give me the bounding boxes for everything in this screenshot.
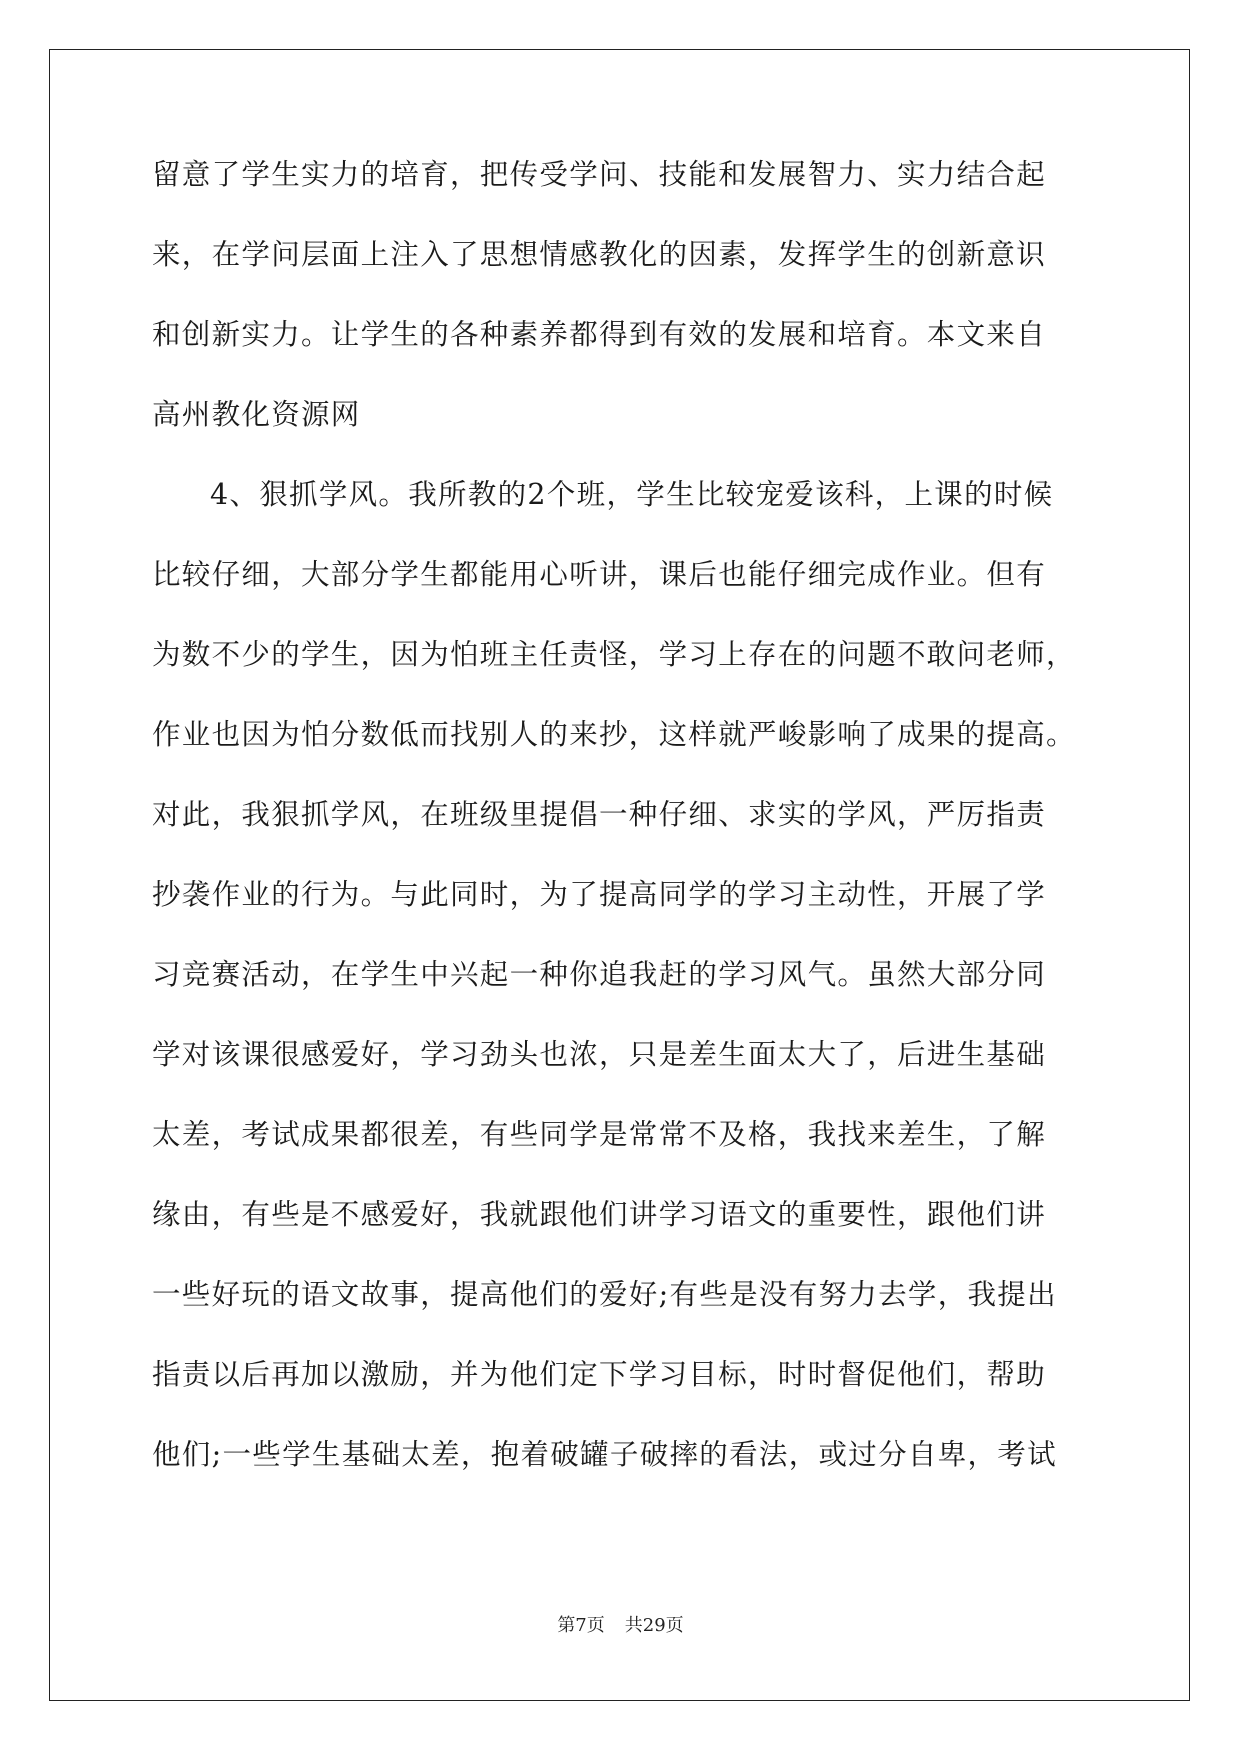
- text-line: 对此，我狠抓学风，在班级里提倡一种仔细、求实的学风，严厉指责: [152, 798, 1047, 831]
- text-line: 抄袭作业的行为。与此同时，为了提高同学的学习主动性，开展了学: [152, 878, 1047, 911]
- text-line: 习竞赛活动，在学生中兴起一种你追我赶的学习风气。虽然大部分同: [152, 958, 1047, 991]
- text-line: 和创新实力。让学生的各种素养都得到有效的发展和培育。本文来自: [152, 318, 1047, 351]
- text-line: 缘由，有些是不感爱好，我就跟他们讲学习语文的重要性，跟他们讲: [152, 1198, 1047, 1231]
- text-line: 作业也因为怕分数低而找别人的来抄，这样就严峻影响了成果的提高。: [152, 718, 1076, 751]
- page-total: 共29页: [624, 1615, 684, 1636]
- text-line: 他们;一些学生基础太差，抱着破罐子破摔的看法，或过分自卑，考试: [152, 1438, 1057, 1471]
- text-line: 一些好玩的语文故事，提高他们的爱好;有些是没有努力去学，我提出: [152, 1278, 1057, 1311]
- page-footer: [0, 1614, 1241, 1638]
- page-number: 第7页: [557, 1615, 605, 1636]
- text-line: 高州教化资源网: [152, 398, 361, 431]
- text-line: 来，在学问层面上注入了思想情感教化的因素，发挥学生的创新意识: [152, 238, 1047, 271]
- text-line: 比较仔细，大部分学生都能用心听讲，课后也能仔细完成作业。但有: [152, 558, 1047, 591]
- text-line: 学对该课很感爱好，学习劲头也浓，只是差生面太大了，后进生基础: [152, 1038, 1047, 1071]
- paragraph-first-line: 4、狠抓学风。我所教的2个班，学生比较宠爱该科，上课的时候: [210, 478, 1054, 511]
- text-line: 为数不少的学生，因为怕班主任责怪，学习上存在的问题不敢问老师，: [152, 638, 1076, 671]
- text-line: 太差，考试成果都很差，有些同学是常常不及格，我找来差生，了解: [152, 1118, 1047, 1151]
- text-line: 留意了学生实力的培育，把传受学问、技能和发展智力、实力结合起: [152, 158, 1047, 191]
- text-line: 指责以后再加以激励，并为他们定下学习目标，时时督促他们，帮助: [152, 1358, 1047, 1391]
